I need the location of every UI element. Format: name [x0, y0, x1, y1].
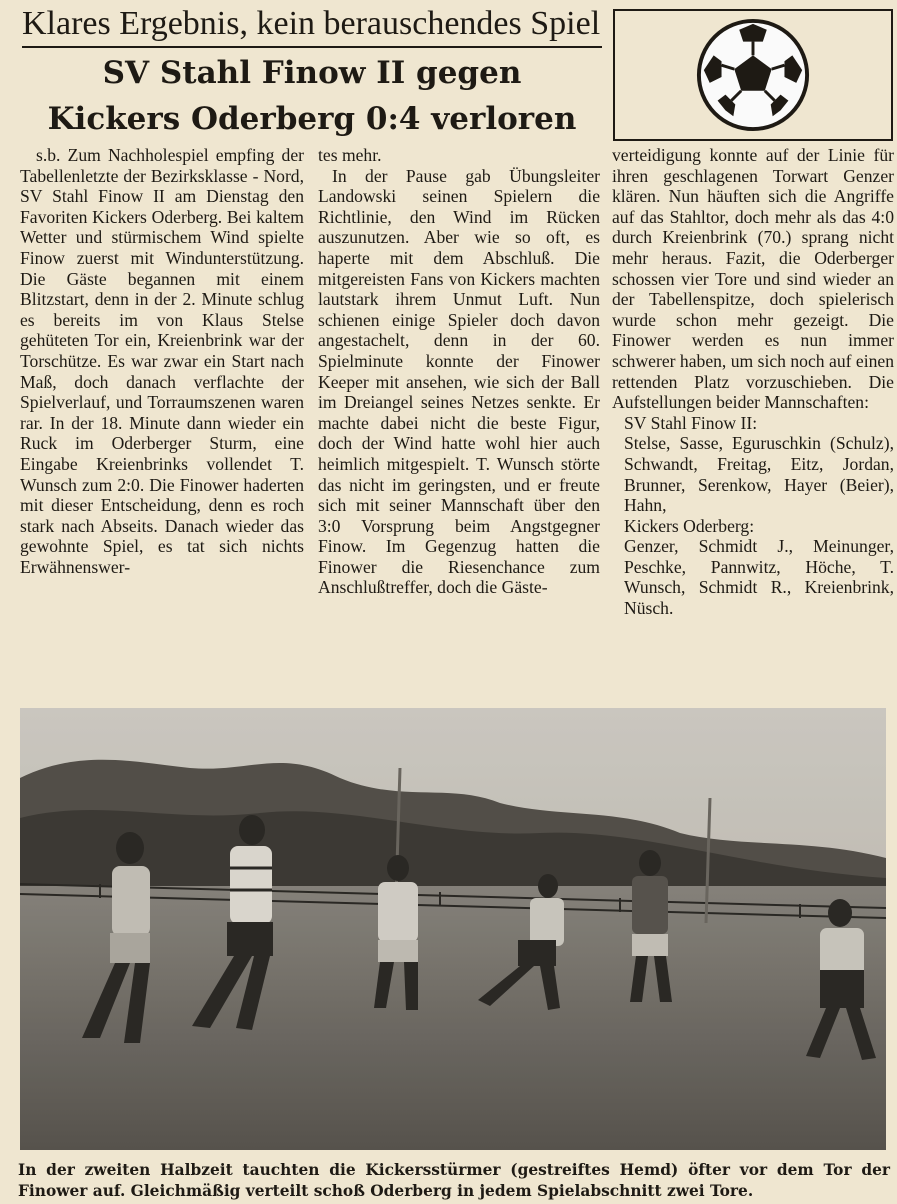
team-oderberg-lineup: Genzer, Schmidt J., Meinunger, Peschke, Pannwitz, Höche, T. Wunsch, Schmidt R., Kreienbrink, Nüsch.: [624, 536, 894, 619]
article-column-1: [20, 145, 304, 705]
column-2-carryover: tes mehr.: [318, 145, 382, 165]
photo-caption: In der zweiten Halbzeit tauchten die Kickersstürmer (gestreiftes Hemd) öfter vor dem Tor der Finower auf. Gleichmäßig verteilt schoß Oderberg in jedem Spielabschnitt zwei Tore.: [18, 1161, 890, 1200]
article-column-3: [612, 145, 894, 705]
match-photo-image: [20, 708, 886, 1150]
column-2-text: In der Pause gab Übungsleiter Landowski seinen Spielern die Richtlinie, den Wind im Rücken auszunutzen. Aber wie so oft, es haperte mit dem Abschluß. Die mitgereisten Fans von Kickers machten lautstark ihrem Unmut Luft. Nun schienen einige Spieler doch davon angestachelt, denn in der 60. Spielminute konnte der Finower Keeper mit ansehen, wie sich der Ball im Dreiangel seines Netzes senkte. Er machte dabei nicht die beste Figur, doch der Wind hatte wohl hier auch heimlich mitgespielt. T. Wunsch störte das nicht im geringsten, und er freute sich mit seiner Mannschaft über den 3:0 Vorsprung beim Angstgegner Finow. Im Gegenzug hatten die Finower die Riesenchance zum Anschlußtreffer, doch die Gäste-: [318, 165, 600, 598]
column-3-text: verteidigung konnte auf der Linie für ihren geschlagenen Torwart Genzer klären. Nun häuften sich die Angriffe auf das Stahltor, doch mehr als das 4:0 durch Kreienbrink (70.) sprang nicht mehr heraus. Fazit, die Oderberger schossen vier Tore und sind wieder an der Tabellenspitze, doch spielerisch wurde schon mehr gezeigt. Die Finower werden es nun immer schwerer haben, um sich noch auf einen rettenden Platz vorzuschieben. Die Aufstellungen beider Mannschaften:: [612, 145, 894, 413]
article-kicker: Klares Ergebnis, kein berauschendes Spiel: [22, 2, 602, 48]
match-photo: [20, 708, 886, 1150]
soccer-ball-icon: [694, 16, 812, 134]
soccer-ball-box: [613, 9, 893, 141]
team-finow-label: SV Stahl Finow II:: [624, 412, 758, 433]
headline-line-1: SV Stahl Finow II gegen: [102, 55, 522, 91]
team-finow-lineup: Stelse, Sasse, Eguruschkin (Schulz), Schwandt, Freitag, Eitz, Jordan, Brunner, Serenkow, Hayer (Beier), Hahn,: [624, 433, 894, 516]
team-oderberg-label: Kickers Oderberg:: [624, 515, 755, 536]
column-1-text: s.b. Zum Nachholespiel empfing der Tabellenletzte der Bezirksklasse - Nord, SV Stahl Finow II am Dienstag den Favoriten Kickers Oderberg. Bei kaltem Wetter und stürmischem Wind spielte Finow zuerst mit Windunterstützung. Die Gäste begannen mit einem Blitzstart, denn in der 2. Minute schlug es bereits im von Klaus Stelse gehüteten Tor ein, Kreienbrink war der Torschütze. Es war zwar ein Start nach Maß, doch danach verflachte der Spielverlauf, und Torraumszenen waren rar. In der 18. Minute dann wieder ein Ruck im Oderberger Sturm, eine Eingabe Kreienbrinks vollendet T. Wunsch zum 2:0. Die Finower haderten mit dieser Entscheidung, denn es roch stark nach Abseits. Danach wieder das gewohnte Spiel, es tat sich nichts Erwähnenswer-: [20, 145, 304, 577]
article-column-2: [318, 145, 600, 705]
headline-line-2: Kickers Oderberg 0:4 verloren: [47, 101, 577, 137]
article-headline: [22, 50, 602, 142]
